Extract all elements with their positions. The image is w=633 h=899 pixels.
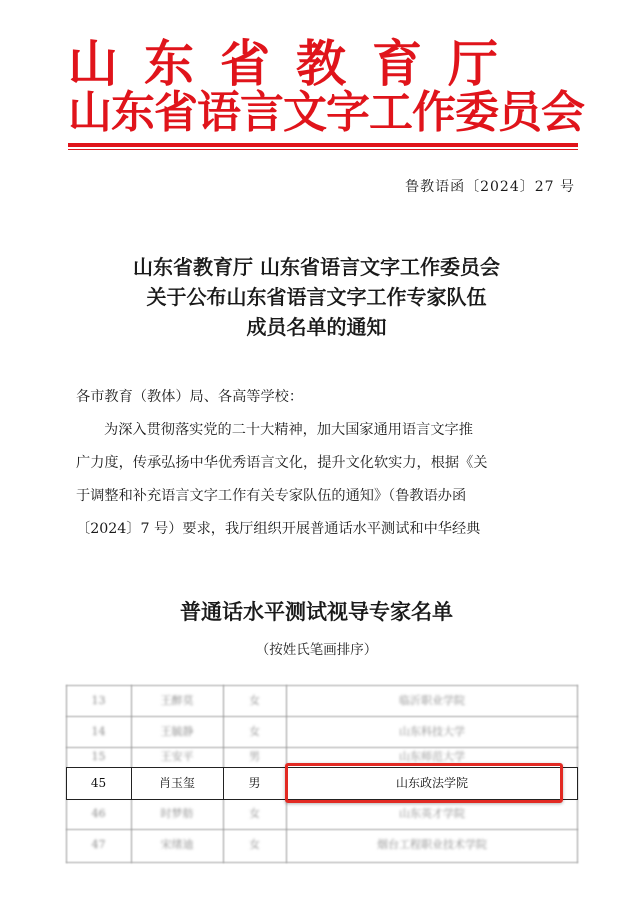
cell-number: 46 [91,807,106,820]
list-subtitle: （按姓氏笔画排序） [255,642,378,658]
cell-organization: 临沂职业学院 [399,694,465,707]
cell-number: 47 [91,838,106,851]
cell-number: 15 [91,750,106,763]
cell-gender: 女 [249,725,260,738]
highlight-box [285,763,563,803]
body-line-2: 广力度，传承弘扬中华优秀语言文化，提升文化软实力，根据《关 [76,455,488,471]
letterhead-divider-thin [68,149,578,150]
body-line-4: 〔2024〕7 号）要求，我厅组织开展普通话水平测试和中华经典 [76,521,481,537]
cell-gender: 男 [249,750,260,763]
table-rule [66,862,578,863]
cell-name: 肖玉玺 [158,776,195,790]
table-row [66,685,578,716]
cell-organization: 烟台工程职业技术学院 [377,838,487,851]
cell-organization: 山东政法学院 [395,776,468,790]
table-row [66,829,578,860]
cell-name: 时梦舫 [160,807,194,820]
cell-name: 王毓静 [160,725,194,738]
cell-name: 宋绪迪 [160,838,194,851]
list-title: 普通话水平测试视导专家名单 [180,599,453,624]
cell-number: 14 [91,725,106,738]
salutation: 各市教育（教体）局、各高等学校： [76,389,304,405]
cell-gender: 男 [248,776,261,790]
notice-title-line2: 关于公布山东省语言文字工作专家队伍 [146,285,487,309]
body-line-1: 为深入贯彻落实党的二十大精神，加大国家通用语言文字推 [104,422,473,438]
cell-organization: 山东英才学院 [399,807,465,820]
notice-title-line3: 成员名单的通知 [246,315,387,339]
letterhead-divider-thick [68,143,578,147]
notice-title-line1: 山东省教育厅 山东省语言文字工作委员会 [133,255,500,279]
cell-gender: 女 [249,807,260,820]
cell-number: 45 [90,776,107,790]
cell-organization: 山东师范大学 [399,750,465,763]
document-number: 鲁教语函〔2024〕27 号 [405,179,575,195]
letterhead-line1: 山东省教育厅 [68,34,524,93]
cell-gender: 女 [249,838,260,851]
cell-name: 王醉莫 [160,694,194,707]
cell-name: 王安平 [160,750,194,763]
cell-number: 13 [91,694,106,707]
cell-organization: 山东科技大学 [399,725,465,738]
cell-gender: 女 [249,694,260,707]
body-line-3: 于调整和补充语言文字工作有关专家队伍的通知》（鲁教语办函 [76,488,467,504]
letterhead-line2: 山东省语言文字工作委员会 [68,87,584,138]
